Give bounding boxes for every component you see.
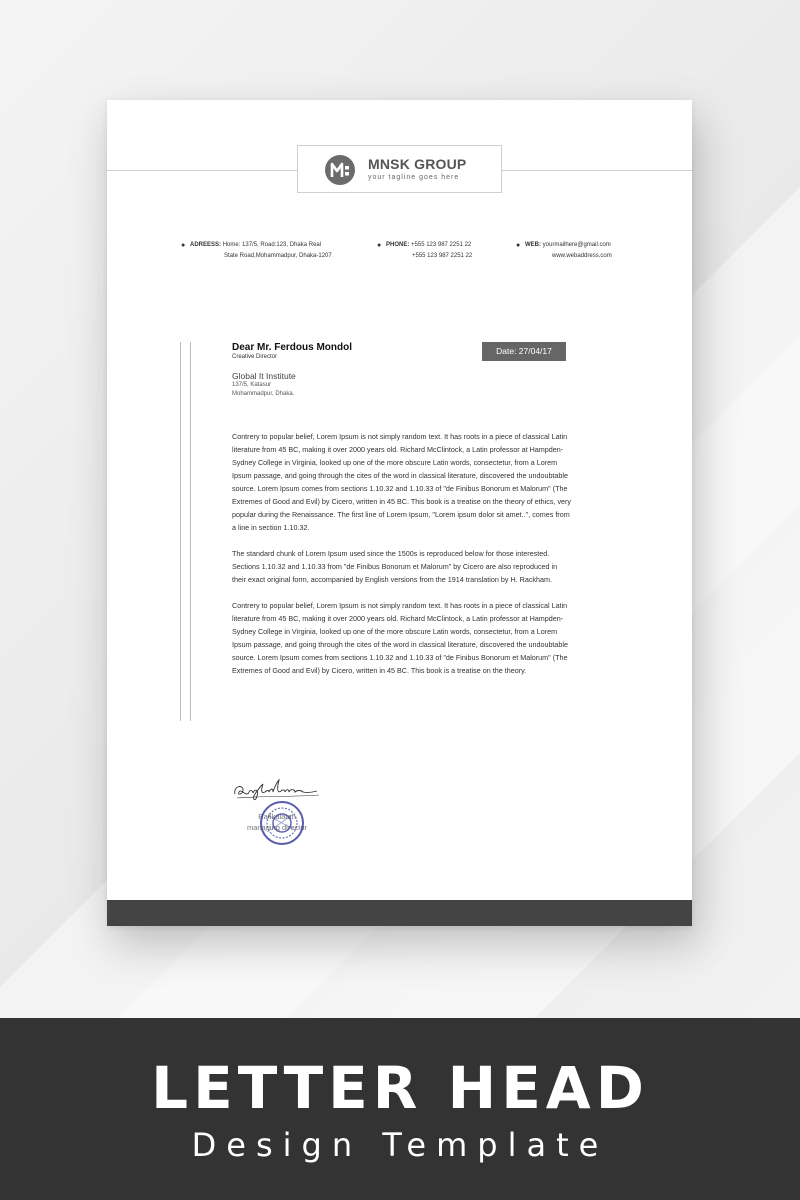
- organization-name: Global It Institute: [232, 371, 296, 381]
- margin-rule-outer: [180, 342, 181, 721]
- recipient-organization-block: [232, 371, 296, 399]
- body-paragraph-2: The standard chunk of Lorem Ipsum used since the 1500s is reproduced below for those interested. Sections 1.10.32 and 1.10.33 from "de Finibus Bonorum et Malorum" by Cicero are also reproduced in their exact original form, accompanied by English versions from the 1914 translation by H. Rackham.: [232, 549, 558, 584]
- header-rule-left: [107, 170, 297, 171]
- body-paragraph-3: Contrery to popular belief, Lorem Ipsum is not simply random text. It has roots in a piece of classical Latin literature from 45 BC, making it over 2000 years old. Richard McClintock, a Latin professor at Hampden-Sydney College in Virginia, looked up one of the more obscure Latin words, consectetur, from a Lorem Ipsum passage, and going through the cites of the word in classical literature, discovered the undoubtable source. Lorem Ipsum comes from sections 1.10.32 and 1.10.33 of "de Finibus Bonorum et Malorum" (The Extremes of Good and Evil) by Cicero, written in 45 BC. This book is a treatise on the theory.: [232, 601, 569, 675]
- website-value: www.webaddress.com: [552, 253, 612, 259]
- signer-name: Rafikalatan: [258, 812, 296, 821]
- banner-subtitle: Design Template: [191, 1126, 609, 1164]
- bullet-icon: ●: [181, 242, 186, 249]
- bullet-icon: ●: [516, 242, 521, 249]
- organization-address-2: Mohammadpur, Dhaka.: [232, 391, 295, 397]
- logo-box: [297, 145, 502, 193]
- contact-web: [516, 240, 625, 262]
- web-label: WEB:: [525, 242, 541, 248]
- banner-title: LETTER HEAD: [151, 1054, 649, 1122]
- promo-banner: [0, 1018, 800, 1200]
- phone-label: PHONE:: [386, 242, 410, 248]
- company-name: MNSK GROUP: [368, 156, 467, 172]
- body-paragraph-1: Contrery to popular belief, Lorem Ipsum is not simply random text. It has roots in a piece of classical Latin literature from 45 BC, making it over 2000 years old. Richard McClintock, a Latin professor at Hampden-Sydney College in Virginia, looked up one of the more obscure Latin words, consectetur, from a Lorem Ipsum passage, and going through the cites of the word in classical literature, discovered the undoubtable source. Lorem Ipsum comes from sections 1.10.32 and 1.10.33 of "de Finibus Bonorum et Malorum" (The Extremes of Good and Evil) by Cicero, written in 45 BC. This book is a treatise on the theory of ethics, very popular during the Renaissance. The first line of Lorem Ipsum, "Lorem ipsum dolor sit amet..", comes from a line in section 1.10.32.: [232, 432, 572, 532]
- recipient-block: [232, 342, 352, 360]
- recipient-name: Dear Mr. Ferdous Mondol: [232, 342, 353, 353]
- contact-phone: [377, 240, 486, 262]
- phone-line-1: +555 123 987 2251 22: [411, 242, 472, 248]
- letterhead-page: [107, 100, 692, 926]
- signer-title: managing director: [246, 823, 308, 832]
- phone-line-2: +555 123 987 2251 22: [412, 253, 473, 259]
- contact-address: [181, 240, 350, 262]
- bullet-icon: ●: [377, 242, 382, 249]
- date-badge: Date: 27/04/17: [482, 342, 566, 361]
- recipient-title: Creative Director: [232, 354, 278, 360]
- organization-address-1: 137/5, Katasur: [232, 382, 272, 388]
- letter-body: [232, 430, 572, 690]
- address-label: ADREESS:: [190, 242, 222, 248]
- page-footer-bar: [107, 900, 692, 926]
- margin-rule-inner: [190, 342, 191, 721]
- company-logo-icon: [324, 154, 356, 186]
- email-value: yourmailhere@gmail.com: [542, 242, 611, 248]
- header-rule-right: [502, 170, 692, 171]
- address-line-2: State Road,Mohammadpur, Dhaka-1207: [224, 253, 332, 259]
- company-tagline: your tagline goes here: [368, 174, 460, 181]
- address-line-1: Home: 137/5, Road:123, Dhaka Real: [222, 242, 322, 248]
- stamp-seal-icon: [259, 800, 305, 846]
